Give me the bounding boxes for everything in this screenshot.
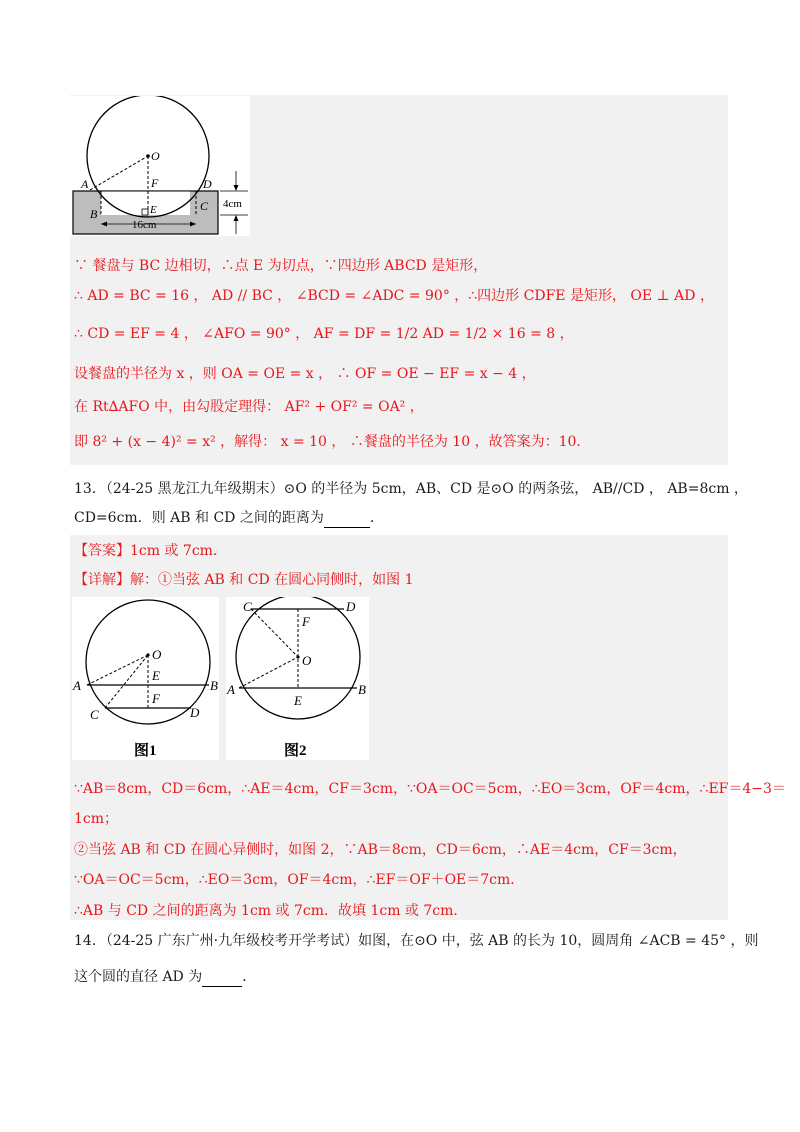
sol12-line4: 设餐盘的半径为 x ，则 OA = OE = x ， ∴ OF = OE − EF = x − 4 ， [74,366,536,382]
q14-answer-blank [202,972,242,987]
q13-sol-line5: ∴AB 与 CD 之间的距离为 1cm 或 7cm．故填 1cm 或 7cm． [74,903,468,919]
fig1-label-A: A [73,678,81,693]
fig2-label-O: O [302,653,312,668]
q13-sol-line2: 1cm； [74,811,119,827]
figure-2-svg [226,597,369,760]
q13-line2-end: ． [369,510,384,526]
fig1-label-E: E [152,668,160,683]
q14-line2-end: ． [242,969,257,985]
q13-line1: 13．（24-25 黑龙江九年级期末）⊙O 的半径为 5cm，AB、CD 是⊙O 的两条弦， AB//CD ， AB=8cm ， [74,481,748,497]
q14-line2-text: 这个圆的直径 AD 为 [74,969,203,985]
fig1-caption: 图1 [134,743,157,759]
label-4cm: 4cm [223,198,242,210]
figure-1 [72,597,219,760]
sol12-line5: 在 Rt∆AFO 中，由勾股定理得： AF² + OF² = OA² ， [74,399,424,415]
plate-diagram [70,96,250,236]
label-16cm: 16cm [132,219,157,231]
figure-plate-tangent [70,96,250,236]
q13-sol-line4: ∵OA＝OC＝5cm，∴EO＝3cm，OF＝4cm，∴EF＝OF＋OE＝7cm． [74,872,525,888]
label-D: D [203,177,212,191]
fig2-label-A: A [227,682,235,697]
fig1-label-B: B [210,678,218,693]
fig2-label-E: E [294,693,302,708]
q13-sol-line1: ∵AB＝8cm，CD＝6cm，∴AE＝4cm，CF＝3cm，∵OA＝OC＝5cm，∴EO＝3cm，OF＝4cm，∴EF＝4−3＝ [74,781,786,797]
label-F: F [151,176,159,190]
sol12-line2: ∴ AD = BC = 16 ， AD // BC ， ∠BCD = ∠ADC = 90° ，∴四边形 CDFE 是矩形， OE ⊥ AD ， [74,288,714,304]
sol12-line3: ∴ CD = EF = 4 ， ∠AFO = 90° ， AF = DF = 1/2 AD = 1/2 × 16 = 8 ， [74,326,574,342]
label-A: A [81,177,89,191]
figure-1-svg [72,597,219,760]
q13-line2 [74,508,384,528]
figure-2 [226,597,369,760]
q14-line2 [74,967,256,987]
fig1-label-F: F [152,691,160,706]
fig2-caption: 图2 [284,743,307,759]
fig2-label-F: F [302,614,310,629]
sol12-line6: 即 8² + (x − 4)² = x² ，解得： x = 10 ， ∴餐盘的半径为 10 ，故答案为：10. [74,434,581,450]
label-C: C [200,199,209,213]
sol12-line1: ∵ 餐盘与 BC 边相切，∴点 E 为切点，∵四边形 ABCD 是矩形， [74,258,488,274]
q13-sol-line3: ②当弦 AB 和 CD 在圆心异侧时，如图 2，∵AB＝8cm，CD＝6cm，∴AE＝4cm，CF＝3cm， [74,842,687,858]
q13-line2-text: CD=6cm．则 AB 和 CD 之间的距离为 [74,510,324,526]
q13-detail: 【详解】解：①当弦 AB 和 CD 在圆心同侧时，如图 1 [74,572,414,588]
fig1-label-O: O [152,647,162,662]
q13-answer: 【答案】1cm 或 7cm． [74,543,227,559]
fig2-label-D: D [346,599,356,614]
label-B: B [90,207,98,221]
label-O: O [151,149,160,163]
label-E: E [150,204,157,216]
q14-line1: 14．（24-25 广东广州·九年级校考开学考试）如图，在⊙O 中，弦 AB 的长为 10，圆周角 ∠ACB = 45° ，则 [74,933,759,949]
fig2-label-C: C [243,599,252,614]
fig1-label-D: D [190,705,200,720]
fig1-label-C: C [90,707,99,722]
fig2-label-B: B [358,682,366,697]
q13-answer-blank [324,513,370,528]
